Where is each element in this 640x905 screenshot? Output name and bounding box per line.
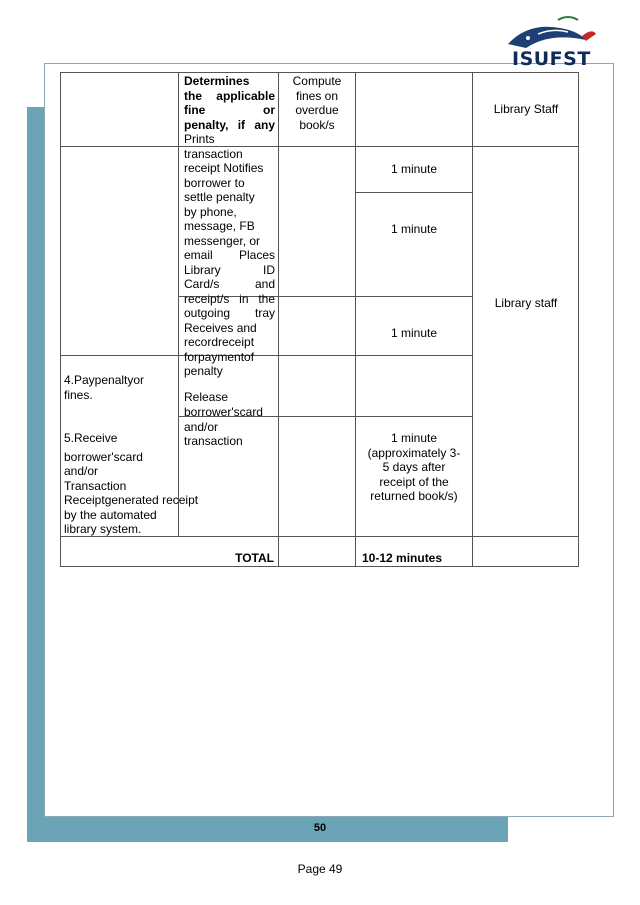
page-number: Page 49 xyxy=(297,862,343,876)
row-line-1 xyxy=(60,146,579,147)
row3-action: Release borrower'scard and/or transaction xyxy=(184,390,263,448)
row2-time-c: 1 minute xyxy=(390,326,438,340)
row2-time-b: 1 minute xyxy=(390,222,438,236)
footer-number: 50 xyxy=(313,822,327,834)
row2-action: Prints transaction receipt Notifies borrower to settle penalty by phone, message, FB messenger, or email Places Library ID Card/s and receipt/s in the outgoing tray Receives and recordreceipt forpaymentof penalty xyxy=(184,132,275,378)
total-value: 10-12 minutes xyxy=(362,551,443,565)
row1-action: Determines the applicable fine or penalty, if any xyxy=(184,74,275,132)
table-border-top xyxy=(60,72,579,73)
row4-time: 1 minute (approximately 3- 5 days after receipt of the returned book/s) xyxy=(367,431,461,503)
row-line-2 xyxy=(355,192,473,193)
logo-text: ISUFST xyxy=(512,48,591,70)
row2-time-a: 1 minute xyxy=(390,162,438,176)
row1-person: Library Staff xyxy=(493,102,559,116)
total-label: TOTAL xyxy=(235,551,274,565)
row3-client: 4.Paypenaltyor fines. xyxy=(64,373,145,402)
table-border-bottom xyxy=(60,566,579,567)
row4-client: 5.Receive borrower'scard and/or Transaction Receiptgenerated receipt by the automated library system. xyxy=(64,431,199,536)
row1-fees: Compute fines on overdue book/s xyxy=(292,74,342,132)
row2-person: Library staff xyxy=(494,296,558,310)
